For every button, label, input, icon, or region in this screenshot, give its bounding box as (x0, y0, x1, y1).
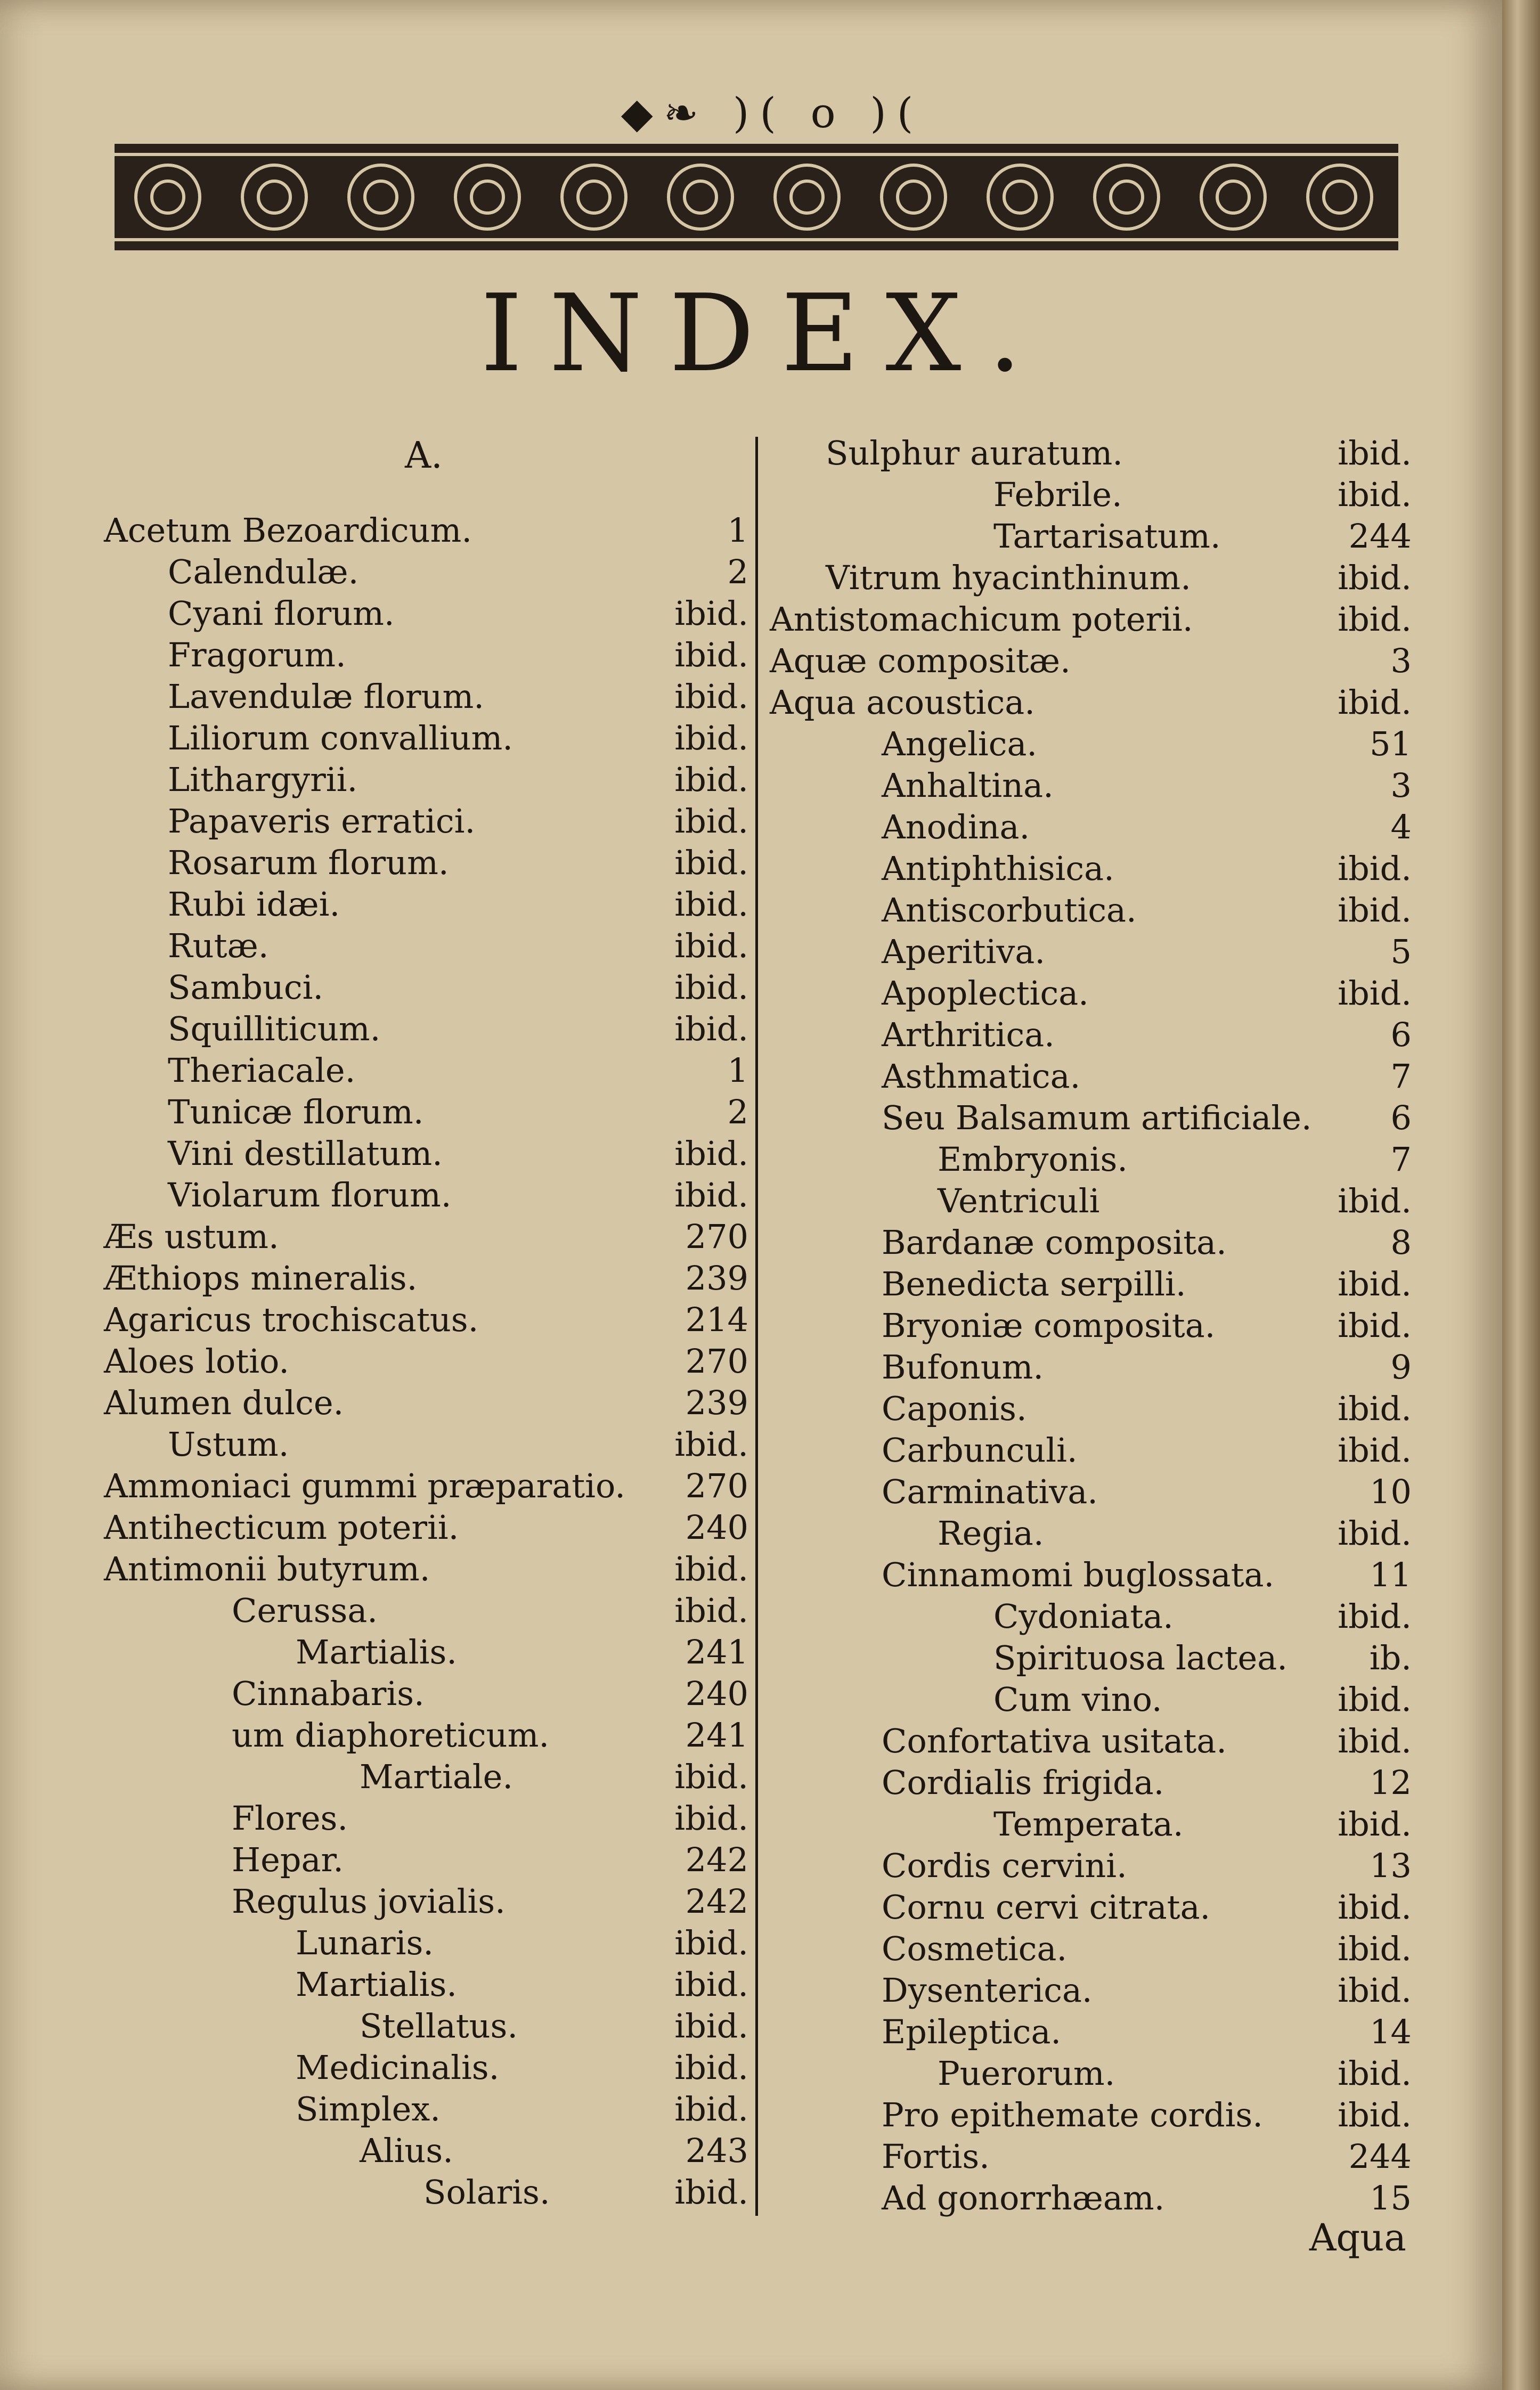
left-index-entry-text: Tunicæ florum. (168, 1092, 424, 1131)
right-index-entry-page: 3 (1390, 641, 1412, 680)
left-index-entry-page: ibid. (674, 1176, 748, 1214)
left-index-entry-page: 270 (685, 1466, 748, 1505)
left-index-entry-text: Martialis. (296, 1633, 457, 1671)
left-index-entry-page: 270 (685, 1217, 748, 1256)
right-index-entry-page: ibid. (1338, 1306, 1412, 1345)
right-index-entry-text: Cornu cervi citrata. (882, 1888, 1211, 1927)
left-index-entry-page: 242 (685, 1840, 748, 1879)
left-index-entry-text: Martialis. (296, 1965, 457, 2004)
page-title: INDEX. (480, 272, 1049, 396)
right-index-entry-text: Apoplectica. (882, 974, 1089, 1013)
left-index-entry-text: Flores. (232, 1799, 348, 1838)
right-index-entry-text: Seu Balsamum artificiale. (882, 1098, 1312, 1137)
right-index-entry-text: Cordialis frigida. (882, 1763, 1164, 1802)
left-index-entry-text: Stellatus. (360, 2006, 518, 2045)
next-page-edge (1502, 0, 1540, 2390)
right-index-entry-text: Regia. (938, 1514, 1044, 1553)
right-index-entry-text: Anodina. (882, 807, 1030, 846)
left-index-entry-page: ibid. (674, 1965, 748, 2004)
left-index-entry-text: Papaveris erratici. (168, 802, 476, 841)
left-index-entry-page: ibid. (674, 1134, 748, 1173)
right-index-entry-text: Cum vino. (993, 1680, 1162, 1719)
left-index-entry-page: ibid. (674, 1009, 748, 1048)
right-index-entry-page: ibid. (1338, 475, 1412, 514)
left-index-entry-page: ibid. (674, 1549, 748, 1588)
left-index-entry-text: Acetum Bezoardicum. (104, 511, 472, 550)
left-index-entry-page: ibid. (674, 2090, 748, 2128)
left-index-entry-page: 241 (685, 1633, 748, 1671)
right-index-entry-text: Carminativa. (882, 1472, 1098, 1511)
right-index-entry-text: Carbunculi. (882, 1431, 1078, 1470)
left-index-entry-page: ibid. (674, 635, 748, 674)
right-index-entry-page: ibid. (1338, 1680, 1412, 1719)
right-index-entry-text: Ad gonorrhæam. (882, 2179, 1165, 2217)
right-index-entry-page: ibid. (1338, 974, 1412, 1013)
left-index-entry-text: Agaricus trochiscatus. (104, 1300, 479, 1339)
left-index-entry-text: Alumen dulce. (104, 1383, 344, 1422)
right-index-entry-page: 244 (1348, 517, 1412, 556)
right-index-entry-text: Antiscorbutica. (882, 891, 1137, 929)
right-index-entry-page: ibid. (1338, 2054, 1412, 2093)
left-index-entry-page: ibid. (674, 677, 748, 716)
left-index-entry-text: Martiale. (360, 1757, 514, 1796)
right-index-entry-page: 5 (1390, 932, 1412, 971)
left-index-entry-text: Liliorum convallium. (168, 719, 513, 757)
left-index-entry-text: Antihecticum poterii. (104, 1508, 459, 1547)
left-index-entry-page: 2 (727, 552, 748, 591)
right-index-entry-page: 11 (1370, 1555, 1412, 1594)
right-index-entry-page: ibid. (1338, 1597, 1412, 1636)
right-index-entry-page: ibid. (1338, 1265, 1412, 1303)
right-index-entry-page: ibid. (1338, 434, 1412, 472)
left-index-entry-text: Aloes lotio. (104, 1342, 289, 1381)
right-index-entry-text: Cydoniata. (993, 1597, 1174, 1636)
right-index-entry-page: ibid. (1338, 1389, 1412, 1428)
header-ornament: ◆❧ )( o )( (621, 89, 924, 137)
right-index-entry-page: ibid. (1338, 1514, 1412, 1553)
right-index-entry-text: Fortis. (882, 2137, 990, 2176)
left-index-entry-text: Lavendulæ florum. (168, 677, 484, 716)
right-index-entry-text: Anhaltina. (882, 766, 1054, 805)
right-index-entry-page: 13 (1370, 1846, 1412, 1885)
right-index-entry-text: Spirituosa lactea. (993, 1638, 1288, 1677)
left-index-entry-page: ibid. (674, 1425, 748, 1464)
right-index-entry-page: 8 (1390, 1223, 1412, 1262)
left-index-entry-page: 1 (727, 1051, 748, 1090)
left-index-entry-text: Solaris. (423, 2173, 550, 2212)
right-index-entry-text: Dysenterica. (882, 1971, 1093, 2010)
right-index-entry-page: ibid. (1338, 558, 1412, 597)
left-index-entry-text: Regulus jovialis. (232, 1882, 506, 1921)
left-index-entry-page: ibid. (674, 926, 748, 965)
left-index-entry-text: Æs ustum. (104, 1217, 279, 1256)
left-index-entry-text: Ammoniaci gummi præparatio. (104, 1466, 625, 1505)
left-index-entry-page: ibid. (674, 1591, 748, 1630)
right-index-entry-text: Confortativa usitata. (882, 1722, 1227, 1760)
column-divider (755, 437, 758, 2216)
left-index-entry-page: ibid. (674, 719, 748, 757)
left-index-entry-text: Vini destillatum. (168, 1134, 443, 1173)
right-index-entry-page: ibid. (1338, 1181, 1412, 1220)
left-index-entry-page: 270 (685, 1342, 748, 1381)
right-index-entry-text: Pro epithemate cordis. (882, 2095, 1263, 2134)
left-index-entry-text: Lunaris. (296, 1923, 434, 1962)
left-index-entry-page: ibid. (674, 843, 748, 882)
right-index-entry-text: Vitrum hyacinthinum. (826, 558, 1191, 597)
right-index-entry-page: 244 (1348, 2137, 1412, 2176)
left-index-entry-text: Squilliticum. (168, 1009, 381, 1048)
left-index-entry-text: Sambuci. (168, 968, 324, 1007)
right-index-entry-text: Aquæ compositæ. (770, 641, 1071, 680)
left-index-entry-page: 241 (685, 1716, 748, 1755)
left-index-entry-text: Rutæ. (168, 926, 269, 965)
right-index-entry-page: 15 (1370, 2179, 1412, 2217)
left-index-entry-text: Rosarum florum. (168, 843, 449, 882)
right-index-entry-text: Benedicta serpilli. (882, 1265, 1186, 1303)
right-index-entry-text: Bardanæ composita. (882, 1223, 1227, 1262)
right-index-entry-text: Aperitiva. (882, 932, 1046, 971)
right-index-entry-page: ibid. (1338, 683, 1412, 722)
left-index-entry-page: 240 (685, 1674, 748, 1713)
left-index-entry-text: Æthiops mineralis. (104, 1259, 418, 1298)
right-index-entry-text: Angelica. (882, 724, 1038, 763)
left-index-entry-page: ibid. (674, 594, 748, 633)
right-index-entry-text: Bryoniæ composita. (882, 1306, 1216, 1345)
left-index-entry-text: Violarum florum. (168, 1176, 452, 1214)
right-index-entry-text: Embryonis. (938, 1140, 1128, 1179)
right-index-entry-page: 6 (1390, 1015, 1412, 1054)
right-index-entry-text: Puerorum. (938, 2054, 1115, 2093)
left-index-entry-text: Cinnabaris. (232, 1674, 425, 1713)
right-index-entry-text: Cordis cervini. (882, 1846, 1127, 1885)
left-index-entry-text: Ustum. (168, 1425, 289, 1464)
right-index-entry-text: Antistomachicum poterii. (770, 600, 1193, 639)
left-index-entry-page: 239 (685, 1259, 748, 1298)
left-index-entry-page: ibid. (674, 1923, 748, 1962)
right-index-entry-page: ibid. (1338, 891, 1412, 929)
right-index-entry-text: Caponis. (882, 1389, 1027, 1428)
right-index-entry-text: Ventriculi (938, 1181, 1100, 1220)
right-index-entry-page: 12 (1370, 1763, 1412, 1802)
left-index-entry-page: ibid. (674, 760, 748, 799)
catchword: Aqua (1309, 2216, 1406, 2260)
left-index-entry-text: Rubi idæi. (168, 885, 340, 924)
right-index-entry-page: 10 (1370, 1472, 1412, 1511)
right-index-entry-text: Cinnamomi buglossata. (882, 1555, 1275, 1594)
left-index-entry-page: 2 (727, 1092, 748, 1131)
right-index-entry-page: ibid. (1338, 849, 1412, 888)
left-index-entry-page: ibid. (674, 802, 748, 841)
right-index-entry-text: Epileptica. (882, 2012, 1062, 2051)
left-index-entry-page: ibid. (674, 1799, 748, 1838)
right-index-entry-page: ibid. (1338, 1929, 1412, 1968)
right-index-entry-text: Febrile. (993, 475, 1122, 514)
right-index-entry-page: ibid. (1338, 1805, 1412, 1844)
right-index-entry-page: ib. (1369, 1638, 1412, 1677)
left-index-entry-text: Hepar. (232, 1840, 344, 1879)
left-index-entry-page: ibid. (674, 2006, 748, 2045)
right-index-entry-text: Antiphthisica. (882, 849, 1114, 888)
right-index-entry-page: 14 (1370, 2012, 1412, 2051)
right-index-entry-page: 3 (1390, 766, 1412, 805)
left-index-entry-page: ibid. (674, 2048, 748, 2087)
right-index-entry-text: Cosmetica. (882, 1929, 1068, 1968)
right-index-entry-page: ibid. (1338, 1431, 1412, 1470)
right-index-entry-page: 51 (1370, 724, 1412, 763)
left-index-entry-page: 243 (685, 2131, 748, 2170)
left-index-entry-text: Cyani florum. (168, 594, 395, 633)
right-index-entry-text: Sulphur auratum. (826, 434, 1123, 472)
decorative-border-band (115, 144, 1398, 250)
right-index-entry-page: ibid. (1338, 600, 1412, 639)
right-index-entry-page: 7 (1390, 1057, 1412, 1096)
left-index-entry-text: Medicinalis. (296, 2048, 500, 2087)
left-index-entry-text: um diaphoreticum. (232, 1716, 550, 1755)
left-index-entry-text: Simplex. (296, 2090, 441, 2128)
left-index-entry-text: Theriacale. (168, 1051, 356, 1090)
left-index-entry-page: 242 (685, 1882, 748, 1921)
right-index-entry-text: Aqua acoustica. (770, 683, 1035, 722)
left-index-entry-page: 239 (685, 1383, 748, 1422)
left-index-entry-page: ibid. (674, 885, 748, 924)
right-index-entry-page: 9 (1390, 1348, 1412, 1386)
right-index-entry-text: Bufonum. (882, 1348, 1044, 1386)
left-index-entry-text: Calendulæ. (168, 552, 359, 591)
left-index-entry-page: ibid. (674, 2173, 748, 2212)
left-index-entry-page: 1 (727, 511, 748, 550)
left-index-entry-text: Antimonii butyrum. (104, 1549, 430, 1588)
left-index-entry-text: Alius. (360, 2131, 453, 2170)
section-letter: A. (405, 435, 443, 477)
right-index-entry-text: Temperata. (993, 1805, 1184, 1844)
right-index-entry-page: ibid. (1338, 1722, 1412, 1760)
right-index-entry-page: 6 (1390, 1098, 1412, 1137)
right-index-entry-text: Tartarisatum. (993, 517, 1221, 556)
right-index-entry-page: ibid. (1338, 1971, 1412, 2010)
right-index-entry-page: 7 (1390, 1140, 1412, 1179)
left-index-entry-page: 240 (685, 1508, 748, 1547)
left-index-entry-text: Lithargyrii. (168, 760, 358, 799)
right-index-entry-text: Asthmatica. (882, 1057, 1081, 1096)
right-index-entry-page: ibid. (1338, 2095, 1412, 2134)
left-index-entry-page: ibid. (674, 1757, 748, 1796)
right-index-entry-text: Arthritica. (882, 1015, 1055, 1054)
left-index-entry-page: 214 (685, 1300, 748, 1339)
right-index-entry-page: ibid. (1338, 1888, 1412, 1927)
left-index-entry-page: ibid. (674, 968, 748, 1007)
left-index-entry-text: Cerussa. (232, 1591, 378, 1630)
left-index-entry-text: Fragorum. (168, 635, 346, 674)
right-index-entry-page: 4 (1390, 807, 1412, 846)
